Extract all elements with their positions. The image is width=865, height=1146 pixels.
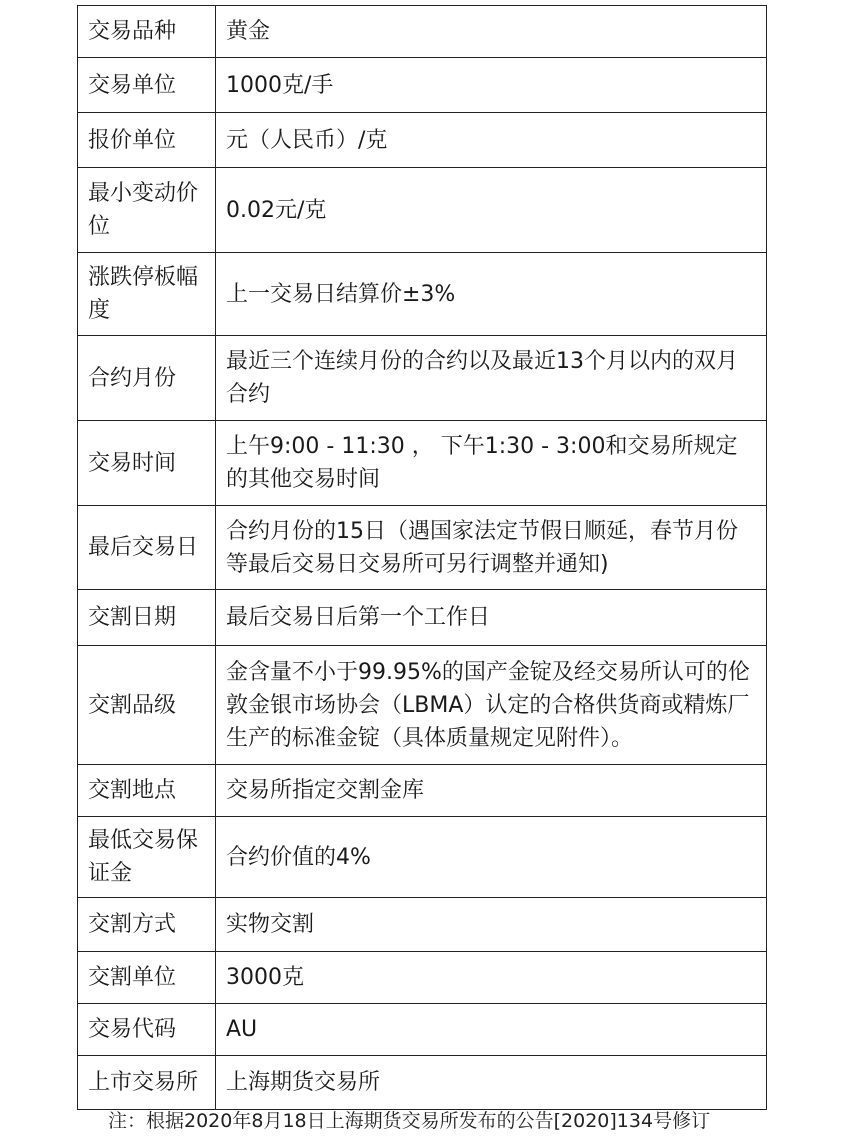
- row-label: 交易代码: [78, 1004, 216, 1056]
- row-value: 上海期货交易所: [216, 1056, 767, 1110]
- table-row: [78, 1004, 767, 1056]
- row-value: 金含量不小于99.95%的国产金锭及经交易所认可的伦敦金银市场协会（LBMA）认定的合格供货商或精炼厂生产的标准金锭（具体质量规定见附件）。: [216, 646, 767, 765]
- table-row: [78, 6, 767, 58]
- row-label: 报价单位: [78, 113, 216, 168]
- row-label: 合约月份: [78, 336, 216, 421]
- table-row: [78, 253, 767, 336]
- row-label: 最后交易日: [78, 506, 216, 590]
- row-value: AU: [216, 1004, 767, 1056]
- row-label: 交割方式: [78, 898, 216, 952]
- footnote: 注：根据2020年8月18日上海期货交易所发布的公告[2020]134号修订: [108, 1110, 711, 1132]
- table-row: [78, 765, 767, 817]
- table-row: [78, 817, 767, 898]
- row-label: 最低交易保证金: [78, 817, 216, 898]
- row-label: 交割日期: [78, 590, 216, 646]
- row-label: 涨跌停板幅度: [78, 253, 216, 336]
- table-row: [78, 421, 767, 506]
- row-value: 合约月份的15日（遇国家法定节假日顺延，春节月份等最后交易日交易所可另行调整并通知): [216, 506, 767, 590]
- row-label: 上市交易所: [78, 1056, 216, 1110]
- row-value: 1000克/手: [216, 58, 767, 113]
- row-value: 合约价值的4%: [216, 817, 767, 898]
- row-label: 交易品种: [78, 6, 216, 58]
- row-value: 0.02元/克: [216, 168, 767, 253]
- table-row: [78, 506, 767, 590]
- table-row: [78, 336, 767, 421]
- row-label: 交易单位: [78, 58, 216, 113]
- table-row: [78, 58, 767, 113]
- row-value: 最后交易日后第一个工作日: [216, 590, 767, 646]
- row-value: 上一交易日结算价±3%: [216, 253, 767, 336]
- row-label: 最小变动价位: [78, 168, 216, 253]
- row-label: 交割单位: [78, 952, 216, 1004]
- table-row: [78, 646, 767, 765]
- table-row: [78, 898, 767, 952]
- table-row: [78, 113, 767, 168]
- row-label: 交割地点: [78, 765, 216, 817]
- row-value: 元（人民币）/克: [216, 113, 767, 168]
- row-label: 交易时间: [78, 421, 216, 506]
- row-value: 上午9:00 - 11:30 ， 下午1:30 - 3:00和交易所规定的其他交易时间: [216, 421, 767, 506]
- row-value: 最近三个连续月份的合约以及最近13个月以内的双月合约: [216, 336, 767, 421]
- table-row: [78, 168, 767, 253]
- contract-spec-table: [77, 5, 767, 1110]
- row-value: 黄金: [216, 6, 767, 58]
- table-row: [78, 1056, 767, 1110]
- row-value: 交易所指定交割金库: [216, 765, 767, 817]
- row-value: 3000克: [216, 952, 767, 1004]
- table-row: [78, 952, 767, 1004]
- row-label: 交割品级: [78, 646, 216, 765]
- row-value: 实物交割: [216, 898, 767, 952]
- table-row: [78, 590, 767, 646]
